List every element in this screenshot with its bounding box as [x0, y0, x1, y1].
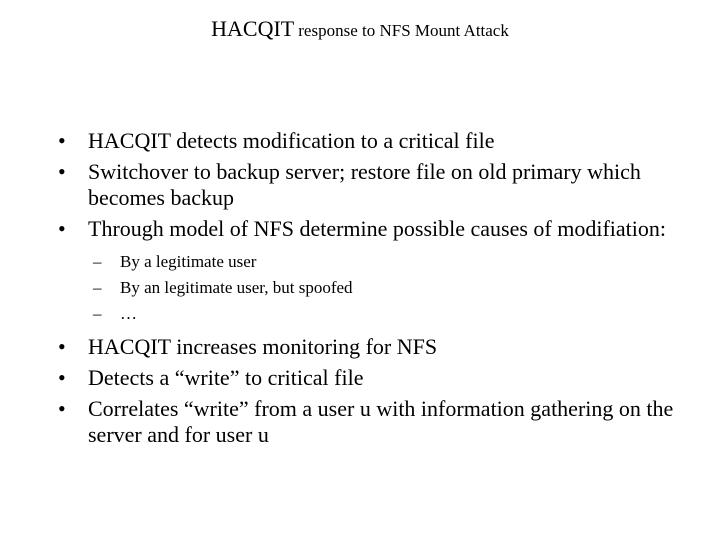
bullet-text: HACQIT increases monitoring for NFS [88, 334, 438, 359]
sub-bullet-list [93, 252, 698, 324]
bullet-item [58, 396, 698, 448]
dash-icon: – [93, 278, 102, 297]
bullet-icon: • [58, 128, 66, 153]
sub-bullet-text: By an legitimate user, but spoofed [120, 278, 353, 297]
title-main: HACQIT [211, 16, 295, 41]
bullet-text: Detects a “write” to critical file [88, 365, 364, 390]
bullet-icon: • [58, 334, 66, 359]
title-rest: response to NFS Mount Attack [298, 21, 509, 40]
bullet-icon: • [58, 396, 66, 421]
bullet-list [58, 128, 698, 453]
bullet-text: Switchover to backup server; restore file on old primary which becomes backup [88, 159, 641, 210]
bullet-text: Through model of NFS determine possible causes of modifiation: [88, 216, 667, 241]
bullet-item [58, 128, 698, 154]
dash-icon: – [93, 252, 102, 271]
bullet-text: HACQIT detects modification to a critical file [88, 128, 495, 153]
sub-bullet-text: By a legitimate user [120, 252, 257, 271]
bullet-icon: • [58, 216, 66, 241]
bullet-text: Correlates “write” from a user u with information gathering on the server and for user u [88, 396, 674, 447]
bullet-icon: • [58, 159, 66, 184]
bullet-item [58, 334, 698, 360]
sub-bullet-item [93, 278, 698, 298]
sub-bullet-item [93, 304, 698, 324]
sub-bullet-text: … [120, 304, 137, 323]
bullet-icon: • [58, 365, 66, 390]
slide-title [0, 16, 720, 42]
bullet-item [58, 365, 698, 391]
dash-icon: – [93, 304, 102, 323]
sub-bullet-item [93, 252, 698, 272]
bullet-item [58, 216, 698, 242]
bullet-item [58, 159, 698, 211]
